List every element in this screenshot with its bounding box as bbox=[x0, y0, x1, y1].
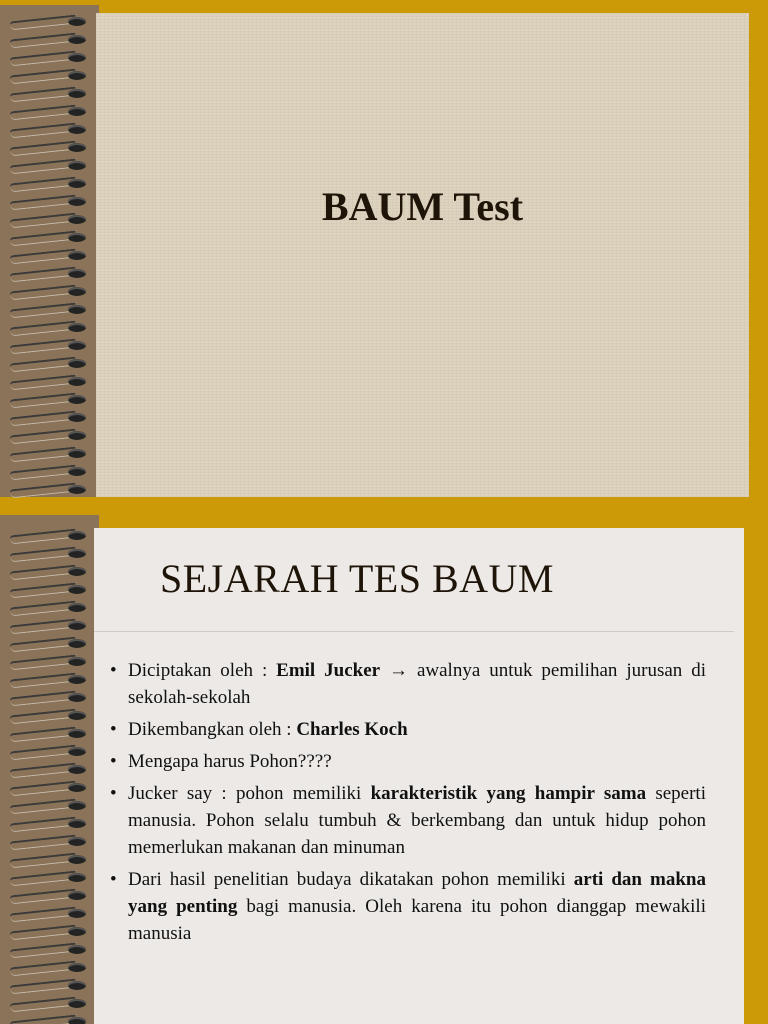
bullet-item: • Dikembangkan oleh : Charles Koch bbox=[110, 716, 706, 743]
spiral-binding-ring-icon bbox=[10, 429, 88, 441]
spiral-binding bbox=[0, 5, 99, 497]
spiral-binding-ring-icon bbox=[10, 979, 88, 991]
spiral-binding-ring-icon bbox=[10, 1015, 88, 1024]
spiral-binding-ring-icon bbox=[10, 961, 88, 973]
title-divider bbox=[94, 631, 734, 632]
spiral-binding-ring-icon bbox=[10, 673, 88, 685]
spiral-binding-ring-icon bbox=[10, 871, 88, 883]
spiral-binding-ring-icon bbox=[10, 727, 88, 739]
spiral-binding-ring-icon bbox=[10, 619, 88, 631]
spiral-binding-ring-icon bbox=[10, 583, 88, 595]
bullet-item: • Jucker say : pohon memiliki karakteristik yang hampir sama seperti manusia. Pohon selalu tumbuh & berkembang dan untuk hidup pohon memerlukan makanan dan minuman bbox=[110, 780, 706, 861]
spiral-binding-ring-icon bbox=[10, 69, 88, 81]
slide-2-paper bbox=[94, 528, 744, 1024]
spiral-binding-ring-icon bbox=[10, 655, 88, 667]
bullet-item: • Mengapa harus Pohon???? bbox=[110, 748, 706, 775]
slide-2 bbox=[0, 515, 768, 1024]
spiral-binding-ring-icon bbox=[10, 907, 88, 919]
spiral-binding-ring-icon bbox=[10, 709, 88, 721]
spiral-binding-ring-icon bbox=[10, 249, 88, 261]
spiral-binding-ring-icon bbox=[10, 835, 88, 847]
slide-2-title: SEJARAH TES BAUM bbox=[160, 556, 554, 601]
spiral-binding-ring-icon bbox=[10, 141, 88, 153]
spiral-binding-ring-icon bbox=[10, 267, 88, 279]
spiral-binding-ring-icon bbox=[10, 411, 88, 423]
spiral-binding-ring-icon bbox=[10, 925, 88, 937]
spiral-binding-ring-icon bbox=[10, 997, 88, 1009]
spiral-binding-ring-icon bbox=[10, 375, 88, 387]
spiral-binding-ring-icon bbox=[10, 799, 88, 811]
spiral-binding-ring-icon bbox=[10, 817, 88, 829]
spiral-binding-ring-icon bbox=[10, 601, 88, 613]
spiral-binding-ring-icon bbox=[10, 15, 88, 27]
spiral-binding-ring-icon bbox=[10, 465, 88, 477]
spiral-binding-ring-icon bbox=[10, 393, 88, 405]
spiral-binding-ring-icon bbox=[10, 303, 88, 315]
spiral-binding-ring-icon bbox=[10, 447, 88, 459]
spiral-binding-ring-icon bbox=[10, 529, 88, 541]
spiral-binding-ring-icon bbox=[10, 357, 88, 369]
spiral-binding-ring-icon bbox=[10, 213, 88, 225]
bullet-list bbox=[110, 657, 706, 952]
slide-1-paper bbox=[96, 13, 749, 497]
spiral-binding-ring-icon bbox=[10, 763, 88, 775]
spiral-binding-ring-icon bbox=[10, 195, 88, 207]
spiral-binding-ring-icon bbox=[10, 123, 88, 135]
spiral-binding-ring-icon bbox=[10, 33, 88, 45]
bullet-item: • Diciptakan oleh : Emil Jucker → awalnya untuk pemilihan jurusan di sekolah-sekolah bbox=[110, 657, 706, 711]
spiral-binding-ring-icon bbox=[10, 547, 88, 559]
spiral-binding-ring-icon bbox=[10, 565, 88, 577]
spiral-binding-ring-icon bbox=[10, 483, 88, 495]
spiral-binding-ring-icon bbox=[10, 691, 88, 703]
spiral-binding-ring-icon bbox=[10, 745, 88, 757]
spiral-binding-ring-icon bbox=[10, 177, 88, 189]
spiral-binding-ring-icon bbox=[10, 231, 88, 243]
slide-1-title: BAUM Test bbox=[321, 184, 524, 229]
spiral-binding-ring-icon bbox=[10, 853, 88, 865]
spiral-binding-ring-icon bbox=[10, 105, 88, 117]
spiral-binding-ring-icon bbox=[10, 781, 88, 793]
spiral-binding-ring-icon bbox=[10, 87, 88, 99]
bullet-item: • Dari hasil penelitian budaya dikatakan pohon memiliki arti dan makna yang penting bagi manusia. Oleh karena itu pohon dianggap mewakili manusia bbox=[110, 866, 706, 947]
spiral-binding-ring-icon bbox=[10, 943, 88, 955]
spiral-binding bbox=[0, 515, 99, 1024]
spiral-binding-ring-icon bbox=[10, 285, 88, 297]
spiral-binding-ring-icon bbox=[10, 159, 88, 171]
spiral-binding-ring-icon bbox=[10, 51, 88, 63]
spiral-binding-ring-icon bbox=[10, 637, 88, 649]
spiral-binding-ring-icon bbox=[10, 889, 88, 901]
spiral-binding-ring-icon bbox=[10, 339, 88, 351]
spiral-binding-ring-icon bbox=[10, 321, 88, 333]
